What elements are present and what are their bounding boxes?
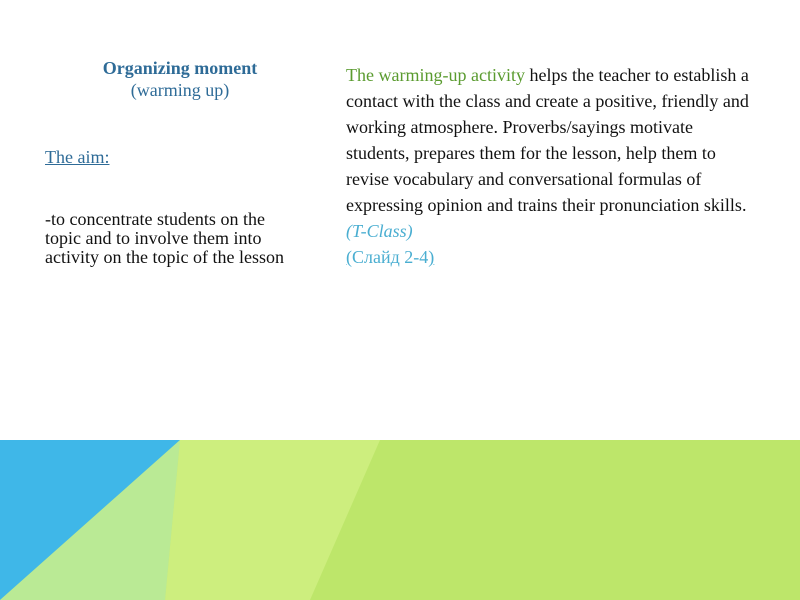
title-subtitle: (warming up): [130, 80, 230, 100]
t-class-note: (T-Class): [346, 221, 413, 241]
left-column: [45, 57, 305, 101]
body-text: helps the teacher to establish a contact with the class and create a positive, friendly and working atmosphere. Proverbs/sayings motivate students, prepares them for the lesson, help them to revise vocabulary and conversational formulas of expressing opinion and trains their pronunciation skills.: [346, 65, 749, 215]
slide-reference-link[interactable]: [346, 247, 434, 267]
slide-ref-open: (: [346, 247, 352, 267]
slide-ref-text: Слайд 2-4: [352, 247, 429, 267]
aim-text: -to concentrate students on the topic and to involve them into activity on the topic of the lesson: [45, 209, 284, 267]
title-main: Organizing moment: [102, 58, 258, 78]
decorative-band: [0, 440, 800, 600]
slide-title: [45, 57, 315, 101]
highlight-phrase: The warming-up activity: [346, 65, 525, 85]
right-column: [346, 62, 756, 270]
aim-label: The aim:: [45, 147, 110, 167]
slide-ref-close: ): [428, 247, 435, 267]
